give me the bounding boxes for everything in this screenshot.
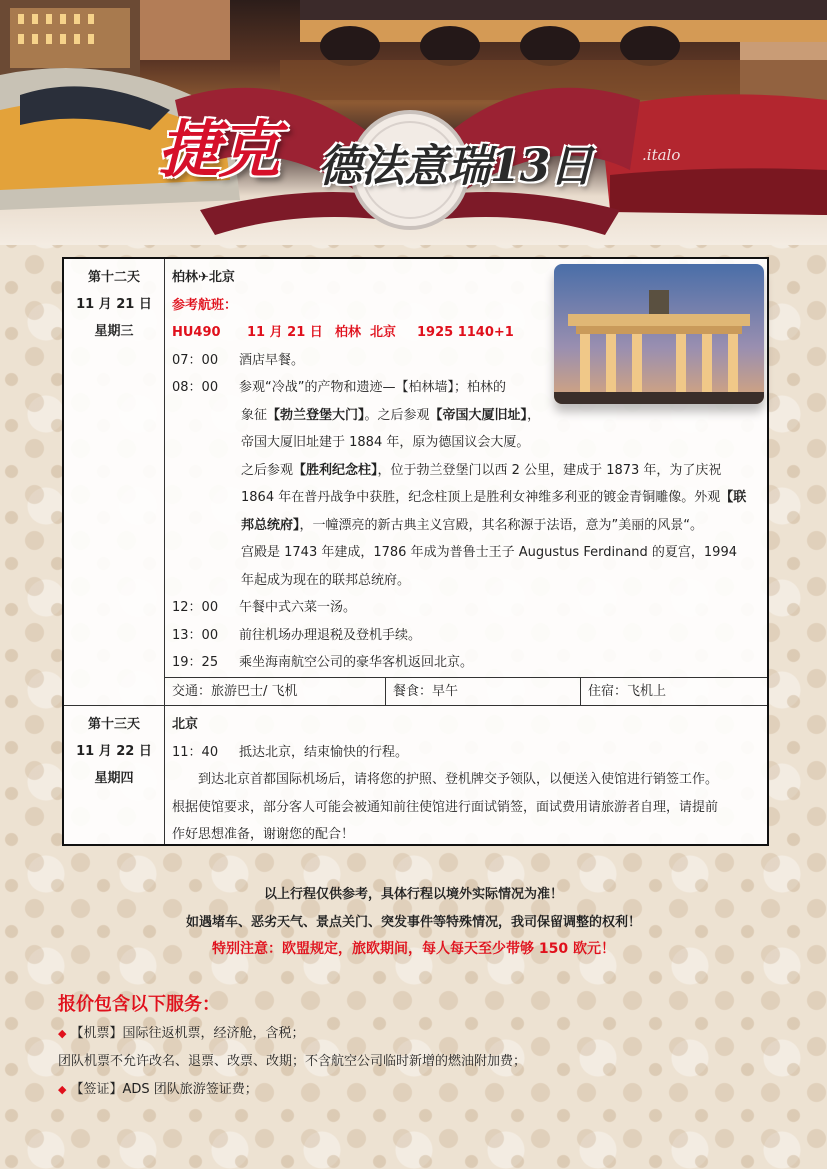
flight-label: 参考航班：: [172, 297, 238, 313]
airfare-note: 团队机票不允许改名、退票、改票、改期；不含航空公司临时新增的燃油附加费；: [58, 1054, 527, 1069]
disclaimer-line: 以上行程仅供参考，具体行程以境外实际情况为准！: [263, 887, 563, 902]
banner-title-main: 捷克: [158, 113, 279, 186]
banner-title-sub: 德法意瑞13日: [318, 141, 593, 192]
day12-content: [172, 264, 761, 677]
flight-date: 11 月 21 日: [247, 325, 323, 340]
flight-number: HU490: [172, 325, 221, 340]
flight-from: 柏林: [335, 325, 362, 340]
day13-day: 第十三天: [87, 717, 140, 732]
day13-note: 作好思想准备，谢谢您的配合！: [172, 827, 355, 842]
day12-weekday: 星期三: [94, 324, 134, 339]
banner-title: [150, 100, 650, 210]
diamond-bullet-icon: ◆: [58, 1027, 67, 1040]
description-line: 帝国大厦旧址建于 1884 年，原为德国议会大厦。: [241, 435, 530, 450]
day12-services-row: [165, 678, 767, 705]
description-line: 宫殿是 1743 年建成，1786 年成为普鲁士王子 Augustus Ferdinand 的夏宫，1994: [241, 545, 737, 560]
pricing-title: 报价包含以下服务：: [58, 994, 220, 1015]
day12-label-cell: [64, 259, 165, 705]
description-line: 1864 年在普丹战争中获胜，纪念柱顶上是胜利女神维多利亚的镀金青铜雕像。外观【联: [241, 490, 747, 505]
schedule-item: 08：00 参观“冷战”的产物和遗迹—【柏林墙】；柏林的: [172, 380, 506, 395]
day-divider: [64, 705, 767, 706]
meals-cell: 餐食：早午: [393, 684, 459, 699]
schedule-item: 07：00 酒店早餐。: [172, 352, 305, 368]
description-line: 邦总统府】，一幢漂亮的新古典主义宫殿，其名称源于法语，意为”美丽的风景“。: [241, 517, 703, 533]
disclaimer-line: 如遇堵车、恶劣天气、景点关门、突发事件等特殊情况，我司保留调整的权利！: [185, 915, 641, 930]
day12-route: 柏林✈北京: [172, 270, 235, 285]
diamond-bullet-icon: ◆: [58, 1083, 67, 1096]
schedule-item: 12：00 午餐中式六菜一汤。: [172, 600, 357, 615]
transport-cell: 交通：旅游巴士/ 飞机: [172, 684, 298, 699]
schedule-item: 11：40 抵达北京，结束愉快的行程。: [172, 744, 409, 760]
day13-route: 北京: [172, 717, 199, 732]
flight-times: 1925 1140+1: [417, 325, 514, 340]
description-line: 象征【勃兰登堡大门】。之后参观【帝国大厦旧址】，: [241, 407, 541, 423]
description-line: 之后参观【胜利纪念柱】，位于勃兰登堡门以西 2 公里，建成于 1873 年，为了庆祝: [241, 462, 722, 478]
day13-note: 根据使馆要求，部分客人可能会被通知前往使馆进行面试销签，面试费用请旅游者自理，请提前: [172, 799, 719, 815]
description-line: 年起成为现在的联邦总统府。: [241, 572, 411, 588]
special-notice: 特别注意：欧盟规定，旅欧期间，每人每天至少带够 150 欧元！: [212, 941, 615, 957]
day13-weekday: 星期四: [94, 771, 134, 786]
flight-info: [172, 319, 761, 347]
schedule-item: 13：00 前往机场办理退税及登机手续。: [172, 627, 422, 643]
itinerary-table: [62, 257, 769, 846]
flight-to: 北京: [370, 325, 397, 340]
day13-label-cell: [64, 706, 165, 844]
day12-day: 第十二天: [87, 270, 140, 285]
hotel-cell: 住宿：飞机上: [588, 684, 667, 699]
header-banner: [0, 0, 827, 245]
service-item-airfare: ◆ 【机票】国际往返机票，经济舱，含税；: [58, 1026, 305, 1041]
train-logo: .italo: [642, 146, 681, 164]
schedule-item: 19：25 乘坐海南航空公司的豪华客机返回北京。: [172, 655, 474, 670]
day12-date: 11 月 21 日: [76, 297, 152, 312]
day13-date: 11 月 22 日: [76, 744, 152, 759]
day13-content: [172, 711, 761, 849]
day13-note: 到达北京首都国际机场后，请将您的护照、登机牌交予领队，以便送入使馆进行销签工作。: [198, 772, 719, 787]
service-item-visa: ◆ 【签证】ADS 团队旅游签证费；: [58, 1082, 258, 1097]
